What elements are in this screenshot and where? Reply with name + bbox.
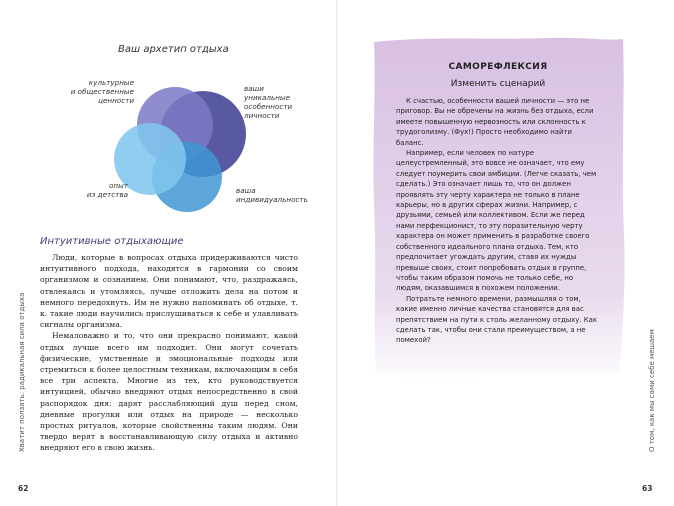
paragraph: Немаловажно и то, что они прекрасно понимают, какой отдых лучше всего им подходит. Они могут сочетать физические, умственные и эмоциональные подходы или стремиться к более целостным техникам, включающим в себя все три аспекта. Многие из тех, кто руководствуется интуицией, обычно внедряют отдых непосредственно в свой распорядок дня: дарят расслабляющий душ перед сном, дневные прогулки или отдых на природе — несколько простых ритуалов, которые свойственны таким людям. Они твердо верят в восстанавливающую силу отдыха и активно внедряют его в свою жизнь. bbox=[40, 331, 298, 453]
reflection-box-title: САМОРЕФЛЕКСИЯ bbox=[448, 62, 548, 72]
diagram-label-unique-traits: ваши уникальные особенности личности bbox=[244, 84, 293, 120]
paragraph: Например, если человек по натуре целеустремленный, это вовсе не означает, что ему следует поумерить свои амбиции. (Легче сказать, чем сделать.) Это означает лишь то, что он должен проявлять эту черту характера не только в плане карьеры, но в других сферах жизни. Например, с друзьями, семьей или коллективом. Если же перед нами перфекционист, то эту поразительную черту характера он может применить в разработке своего собственного идеального плана отдыха. Тем, кто предпочитает угождать другим, ставя их нужды превыше своих, стоит попробовать отдых в группе, чтобы таким образом помочь не только себе, но людям, оказавшимся в похожем положении. bbox=[396, 149, 597, 293]
diagram-label-individuality: ваша индивидуальность bbox=[236, 186, 308, 204]
page-number-right: 63 bbox=[642, 484, 653, 493]
page-gutter bbox=[336, 0, 338, 506]
section-heading: Интуитивные отдыхающие bbox=[40, 236, 184, 247]
paragraph: К счастью, особенности вашей личности — это не приговор. Вы не обречены на жизнь без отдыха, если имеете повышенную нервозность или склонность к трудоголизму. (Фух!) Просто необходимо найти баланс. bbox=[396, 97, 594, 147]
reflection-box-text bbox=[396, 96, 600, 346]
left-body-text bbox=[40, 252, 298, 454]
page-number-left: 62 bbox=[18, 484, 29, 493]
reflection-box-subtitle: Изменить сценарий bbox=[450, 79, 546, 89]
running-head-right: О том, как мы сами себе мешаем bbox=[648, 329, 656, 452]
paragraph: Потратьте немного времени, размышляя о том, какие именно личные качества становятся для вас препятствием на пути к столь желанному отдыху. Как сделать так, чтобы они стали преимуществом, а не помехой? bbox=[396, 294, 597, 345]
diagram-label-cultural-values: культурные и общественные ценности bbox=[70, 78, 134, 105]
diagram-label-childhood-experience: опыт из детства bbox=[86, 181, 128, 199]
paragraph: Люди, которые в вопросах отдыха придерживаются чисто интуитивного подхода, находятся в гармонии со своим организмом и сознанием. Они понимают, что, раздражаясь, отвлекаясь и утомляясь, лучше отложить дела на потом и немного передохнуть. Им не нужно напоминать об отдыхе, т. к. такие люди научились прислушиваться к себе и улавливать сигналы организма. bbox=[40, 253, 298, 330]
diagram-title: Ваш архетип отдыха bbox=[118, 44, 229, 55]
running-head-left: Хватит ползать: радикальная сила отдыха bbox=[18, 292, 26, 452]
